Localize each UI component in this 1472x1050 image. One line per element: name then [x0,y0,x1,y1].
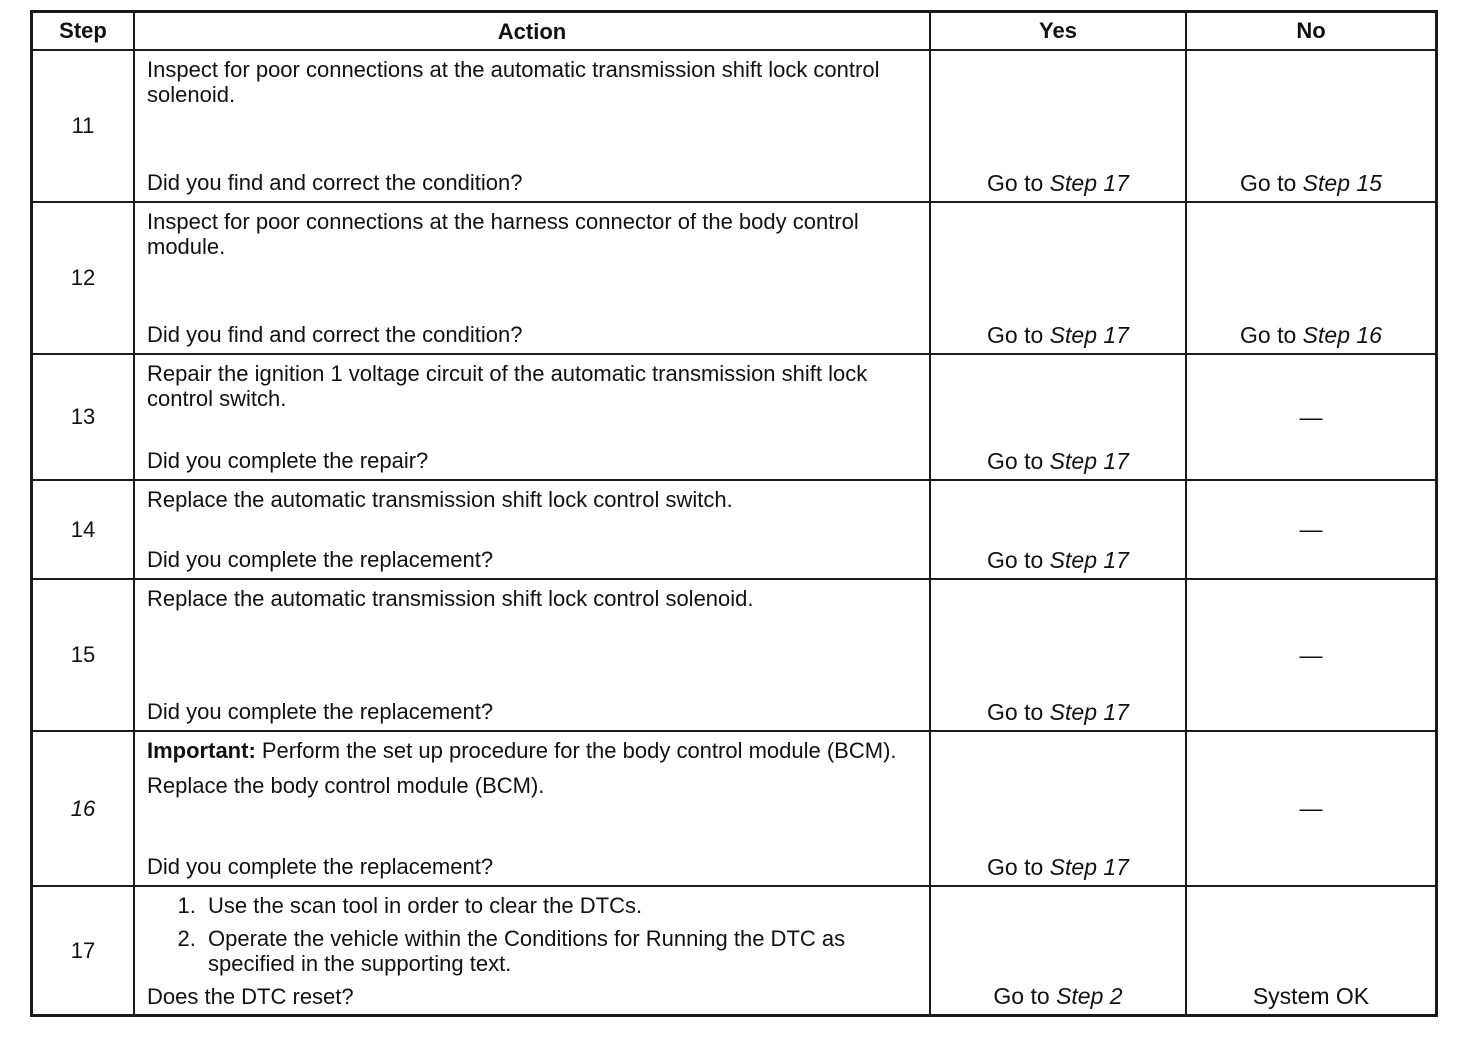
yes-cell [929,580,1185,730]
yes-step-ref: Step 17 [1049,854,1129,880]
yes-cell [929,887,1185,1014]
action-cell [133,355,929,479]
go-to-label: Go to [987,448,1044,474]
go-to-label: Go to [987,699,1044,725]
no-dash: — [1299,795,1323,821]
no-step-ref: Step 15 [1302,170,1382,196]
action-question: Did you complete the replacement? [147,854,494,879]
yes-step-ref: Step 17 [1049,322,1129,348]
table-row-step-11 [33,49,1435,201]
table-row-step-15 [33,578,1435,730]
no-cell [1185,203,1435,353]
go-to-label: Go to [987,322,1044,348]
action-question: Did you complete the repair? [147,448,429,473]
action-cell [133,203,929,353]
yes-cell [929,355,1185,479]
action-question: Did you find and correct the condition? [147,322,523,347]
no-step-ref: Step 16 [1302,322,1382,348]
step-number: 14 [70,516,96,542]
numbered-list [147,893,917,984]
step-number: 17 [70,937,96,963]
no-cell [1185,481,1435,578]
list-item: 2. Operate the vehicle within the Conditions for Running the DTC as specified in the supporting text. [202,926,917,976]
action-question: Did you complete the replacement? [147,547,494,572]
step-number: 12 [70,265,96,290]
step-number: 15 [70,642,96,667]
important-text: Perform the set up procedure for the body control module (BCM). [255,738,897,763]
go-to-label: Go to [1240,170,1297,196]
yes-step-ref: Step 17 [1049,448,1129,474]
action-question: Did you find and correct the condition? [147,170,523,195]
step-number: 16 [70,795,96,821]
header-action: Action [133,13,929,49]
no-dash: — [1299,641,1323,668]
yes-step-ref: Step 17 [1049,170,1129,196]
no-cell [1185,887,1435,1014]
action-instruction: Replace the automatic transmission shift lock control solenoid. [147,586,754,611]
no-dash: — [1299,516,1323,542]
action-question: Does the DTC reset? [147,984,354,1009]
go-to-label: Go to [993,983,1050,1009]
yes-step-ref: Step 17 [1049,547,1129,573]
table-header-row [33,13,1435,49]
action-instruction: Replace the automatic transmission shift lock control switch. [147,487,733,512]
action-cell [133,732,929,885]
yes-step-ref: Step 17 [1049,699,1129,725]
table-row-step-16 [33,730,1435,885]
no-cell [1185,355,1435,479]
header-step: Step [59,18,107,43]
no-dash: — [1299,403,1323,430]
important-note [147,738,917,763]
go-to-label: Go to [987,854,1044,880]
diagnostic-table [30,10,1438,1017]
yes-step-ref: Step 2 [1056,983,1123,1009]
action-cell [133,481,929,578]
action-cell [133,580,929,730]
step-number: 13 [70,404,96,429]
go-to-label: Go to [987,547,1044,573]
no-result: System OK [1252,983,1370,1009]
table-row-step-13 [33,353,1435,479]
table-row-step-12 [33,201,1435,353]
action-instruction: Replace the body control module (BCM). [147,773,545,798]
action-cell [133,51,929,201]
header-yes: Yes [929,13,1185,49]
go-to-label: Go to [1240,322,1297,348]
list-item: 1. Use the scan tool in order to clear the DTCs. [202,893,917,918]
go-to-label: Go to [987,170,1044,196]
header-no: No [1185,13,1435,49]
important-label: Important: [147,738,256,763]
no-cell [1185,51,1435,201]
no-cell [1185,732,1435,885]
no-cell [1185,580,1435,730]
yes-cell [929,481,1185,578]
action-instruction: Inspect for poor connections at the automatic transmission shift lock control solenoid. [147,57,880,107]
action-instruction: Repair the ignition 1 voltage circuit of the automatic transmission shift lock control switch. [147,361,868,411]
yes-cell [929,732,1185,885]
yes-cell [929,51,1185,201]
action-instruction: Inspect for poor connections at the harness connector of the body control module. [147,209,859,259]
table-row-step-17 [33,885,1435,1014]
action-cell [133,887,929,1014]
table-row-step-14 [33,479,1435,578]
yes-cell [929,203,1185,353]
action-question: Did you complete the replacement? [147,699,494,724]
step-number: 11 [71,113,95,138]
